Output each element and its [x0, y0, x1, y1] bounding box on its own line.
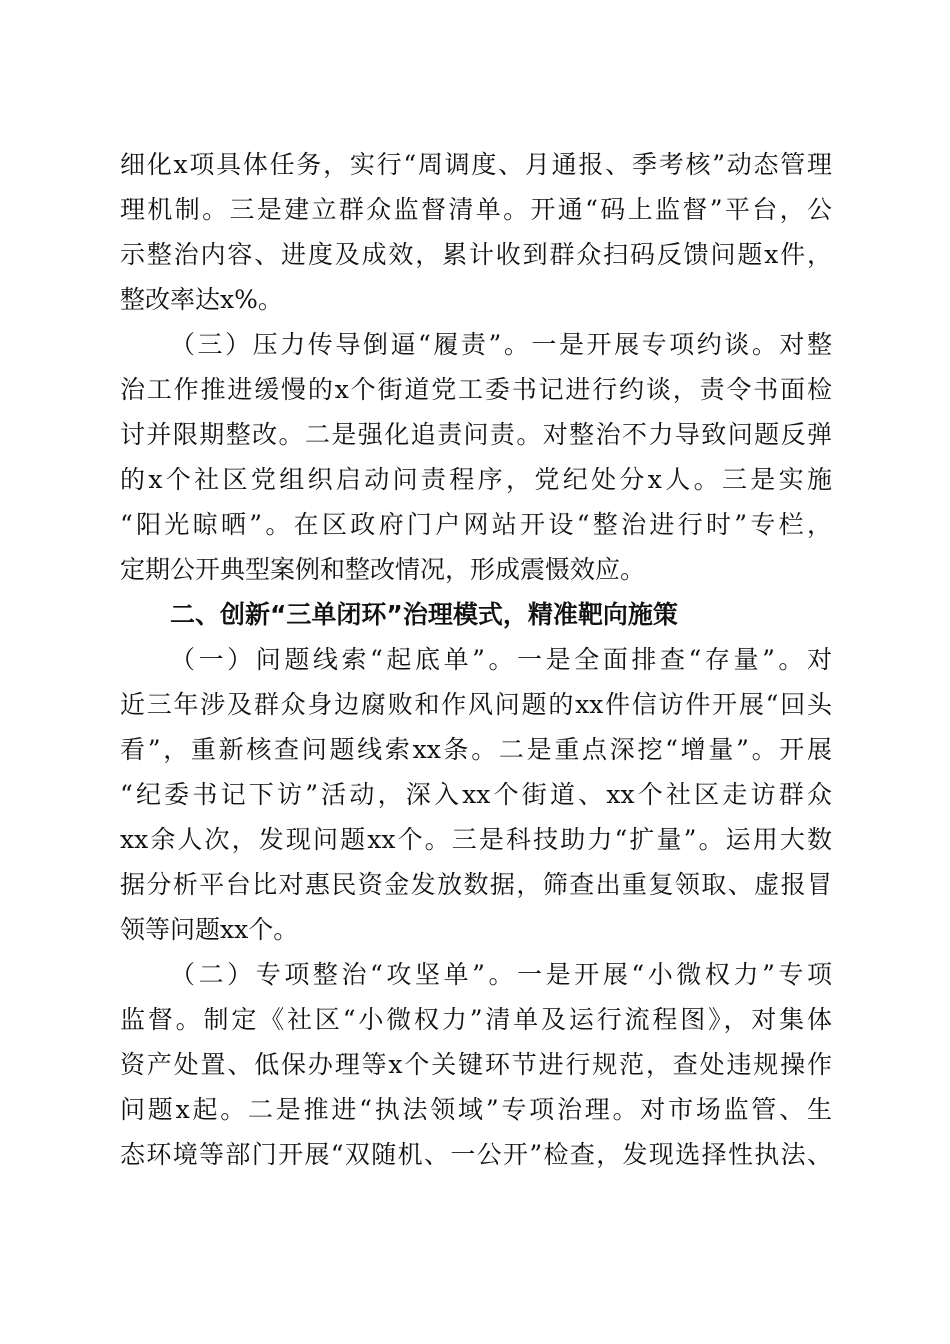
text-line: 问题x起。二是推进“执法领域”专项治理。对市场监管、生	[120, 1095, 832, 1124]
paragraph-first-line: （二）专项整治“攻坚单”。一是开展“小微权力”专项	[170, 960, 832, 989]
section-heading: 二、创新“三单闭环”治理模式，精准靶向施策	[170, 600, 678, 629]
text-line: 态环境等部门开展“双随机、一公开”检查，发现选择性执法、	[120, 1140, 832, 1169]
text-line: 监督。制定《社区“小微权力”清单及运行流程图》，对集体	[120, 1005, 832, 1034]
text-line: 的x个社区党组织启动问责程序，党纪处分x人。三是实施	[120, 465, 832, 494]
text-line: 看”，重新核查问题线索xx条。二是重点深挖“增量”。开展	[120, 735, 832, 764]
text-line: 理机制。三是建立群众监督清单。开通“码上监督”平台，公	[120, 195, 832, 224]
text-line: 近三年涉及群众身边腐败和作风问题的xx件信访件开展“回头	[120, 690, 832, 719]
text-line: 整改率达x%。	[120, 285, 283, 314]
text-line: 领等问题xx个。	[120, 915, 299, 944]
text-line: “阳光晾晒”。在区政府门户网站开设“整治进行时”专栏，	[120, 510, 832, 539]
paragraph-first-line: （三）压力传导倒逼“履责”。一是开展专项约谈。对整	[170, 330, 832, 359]
text-line: 治工作推进缓慢的x个街道党工委书记进行约谈，责令书面检	[120, 375, 832, 404]
text-line: 据分析平台比对惠民资金发放数据，筛查出重复领取、虚报冒	[120, 870, 832, 899]
paragraph-first-line: （一）问题线索“起底单”。一是全面排查“存量”。对	[170, 645, 832, 674]
text-line: 定期公开典型案例和整改情况，形成震慑效应。	[120, 555, 646, 584]
text-line: 讨并限期整改。二是强化追责问责。对整治不力导致问题反弹	[120, 420, 832, 449]
text-line: 示整治内容、进度及成效，累计收到群众扫码反馈问题x件，	[120, 240, 832, 269]
text-line: xx余人次，发现问题xx个。三是科技助力“扩量”。运用大数	[120, 825, 832, 854]
text-line: 细化x项具体任务，实行“周调度、月通报、季考核”动态管理	[120, 150, 832, 179]
text-line: 资产处置、低保办理等x个关键环节进行规范，查处违规操作	[120, 1050, 832, 1079]
text-line: “纪委书记下访”活动，深入xx个街道、xx个社区走访群众	[120, 780, 832, 809]
